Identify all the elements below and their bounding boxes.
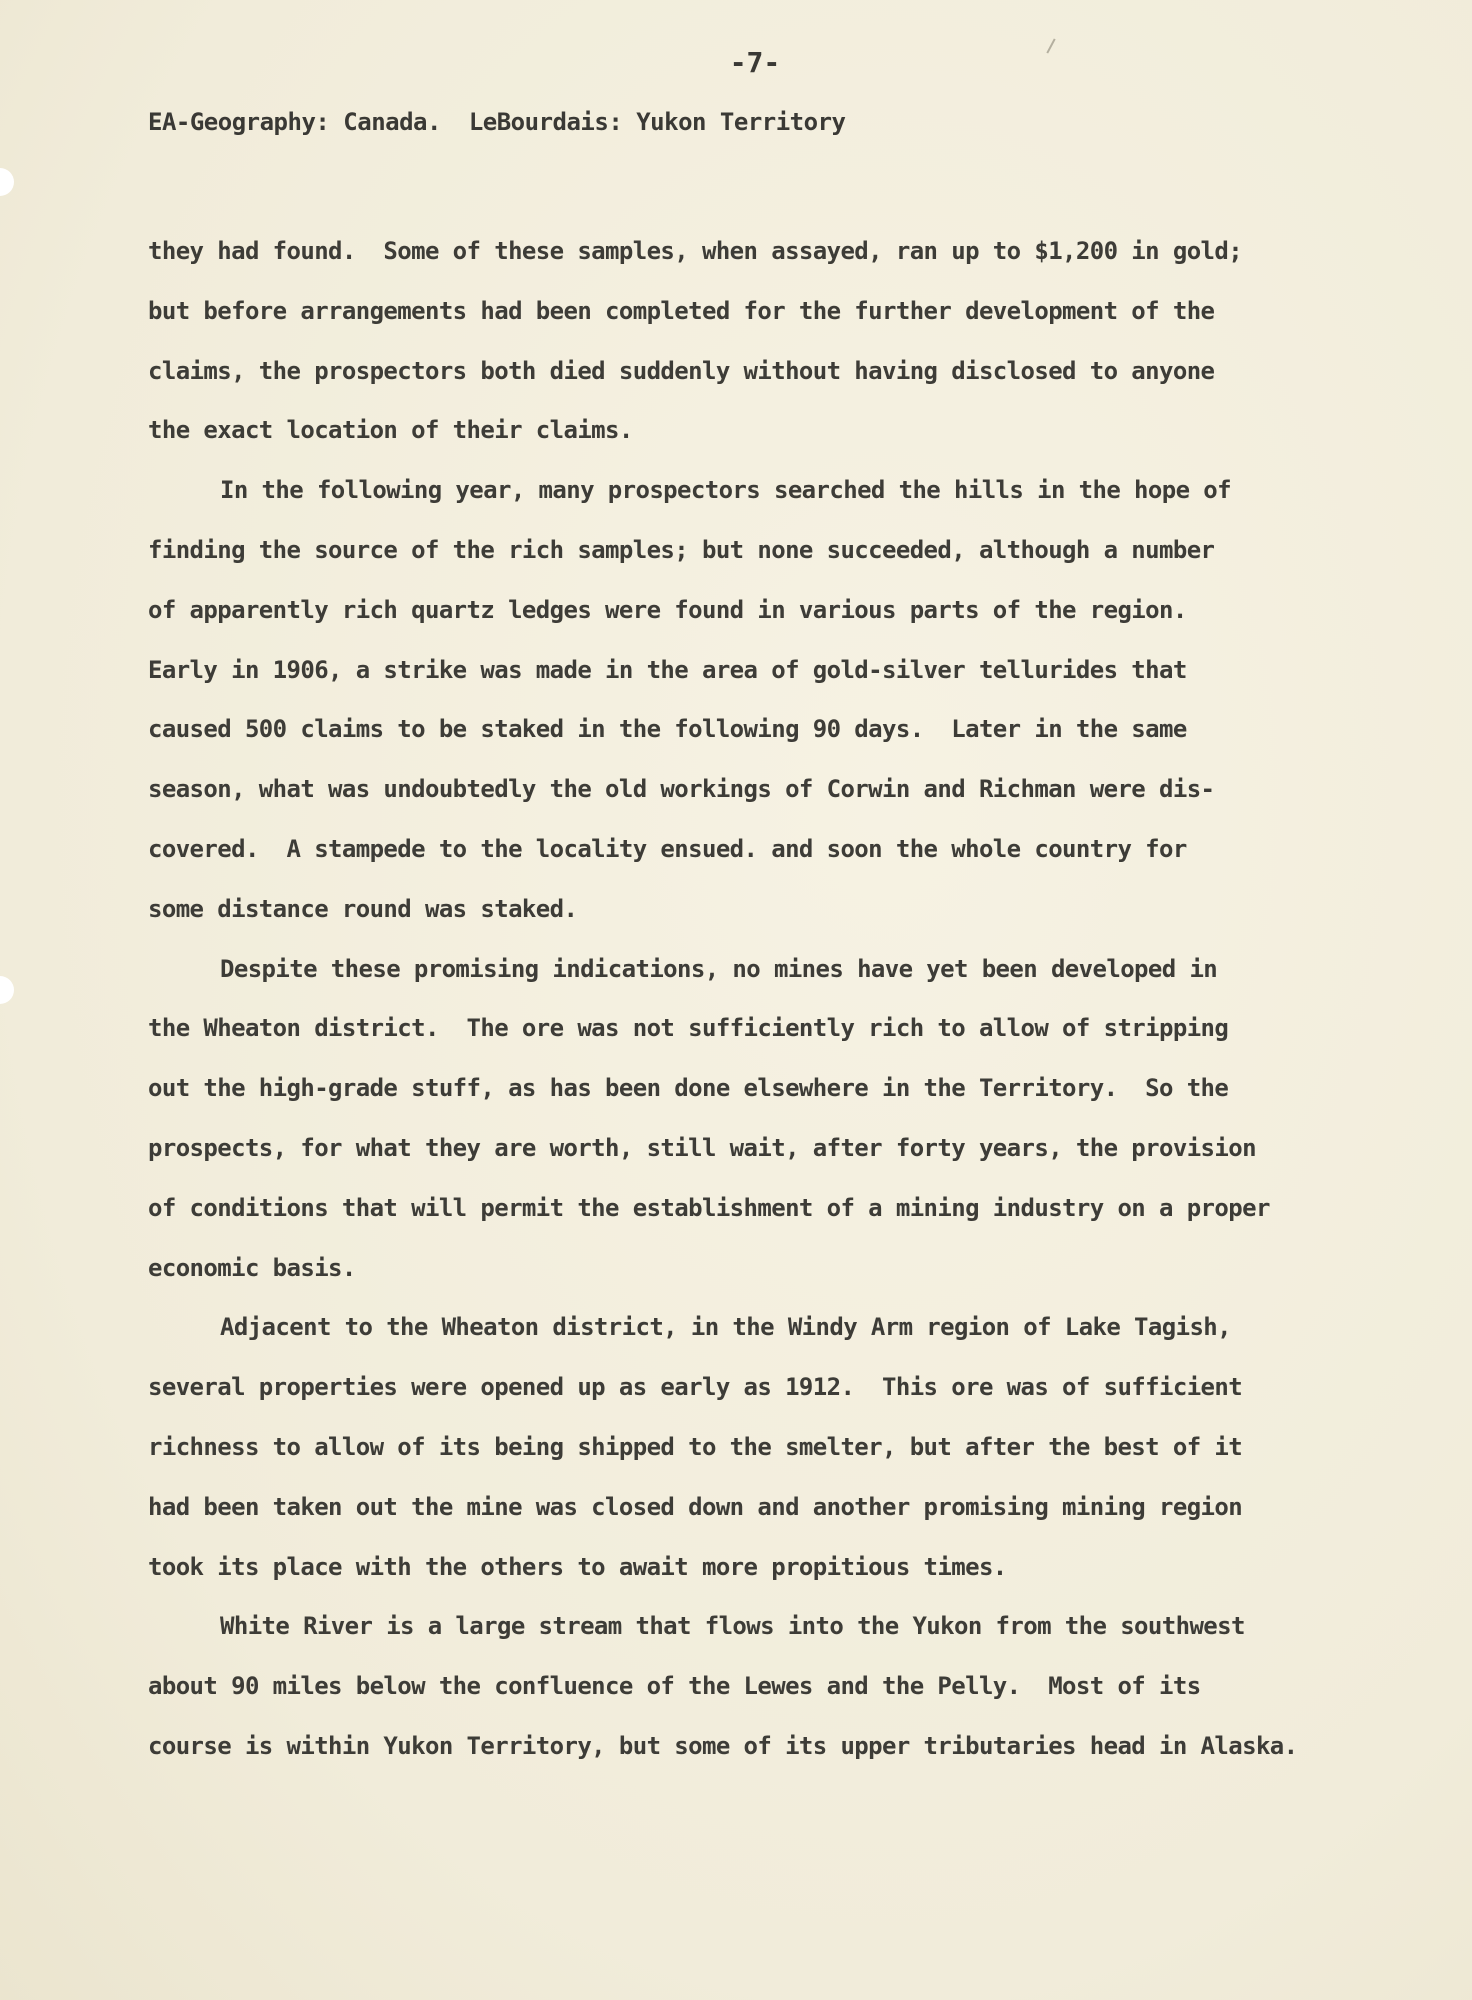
text-line: claims, the prospectors both died suddenly without having disclosed to anyone <box>148 356 1215 385</box>
text-line: took its place with the others to await more propitious times. <box>148 1552 1007 1581</box>
paragraph-start-line: Adjacent to the Wheaton district, in the Windy Arm region of Lake Tagish, <box>220 1313 1231 1342</box>
text-line: finding the source of the rich samples; but none succeeded, although a number <box>148 535 1215 564</box>
text-line: caused 500 claims to be staked in the following 90 days. Later in the same <box>148 715 1187 744</box>
text-line: prospects, for what they are worth, still wait, after forty years, the provision <box>148 1133 1256 1162</box>
text-line: about 90 miles below the confluence of the Lewes and the Pelly. Most of its <box>148 1672 1201 1701</box>
paragraph-start-line: Despite these promising indications, no mines have yet been developed in <box>220 954 1218 983</box>
paragraph-start-line: In the following year, many prospectors searched the hills in the hope of <box>220 476 1231 505</box>
text-line: richness to allow of its being shipped to the smelter, but after the best of it <box>148 1432 1243 1461</box>
page-number: -7- <box>729 46 781 79</box>
text-line: had been taken out the mine was closed down and another promising mining region <box>148 1492 1243 1521</box>
punch-hole-bottom <box>0 976 14 1004</box>
paragraph-start-line: White River is a large stream that flows into the Yukon from the southwest <box>220 1612 1245 1641</box>
text-line: of apparently rich quartz ledges were found in various parts of the region. <box>148 595 1187 624</box>
running-header: EA-Geography: Canada. LeBourdais: Yukon Territory <box>148 108 846 136</box>
text-line: out the high-grade stuff, as has been done elsewhere in the Territory. So the <box>148 1074 1229 1103</box>
text-line: some distance round was staked. <box>148 894 578 923</box>
body-text <box>148 222 1398 1777</box>
text-line: the exact location of their claims. <box>148 416 633 445</box>
text-line: course is within Yukon Territory, but some of its upper tributaries head in Alaska. <box>148 1731 1298 1760</box>
text-line: Early in 1906, a strike was made in the area of gold-silver tellurides that <box>148 655 1187 684</box>
text-line: several properties were opened up as early as 1912. This ore was of sufficient <box>148 1373 1243 1402</box>
text-line: the Wheaton district. The ore was not sufficiently rich to allow of stripping <box>148 1014 1229 1043</box>
text-line: but before arrangements had been completed for the further development of the <box>148 296 1215 325</box>
text-line: economic basis. <box>148 1253 356 1282</box>
text-line: season, what was undoubtedly the old workings of Corwin and Richman were dis- <box>148 775 1215 804</box>
punch-hole-top <box>0 168 14 196</box>
text-line: of conditions that will permit the establishment of a mining industry on a proper <box>148 1193 1270 1222</box>
text-line: covered. A stampede to the locality ensued. and soon the whole country for <box>148 834 1187 863</box>
text-line: they had found. Some of these samples, when assayed, ran up to $1,200 in gold; <box>148 237 1243 265</box>
